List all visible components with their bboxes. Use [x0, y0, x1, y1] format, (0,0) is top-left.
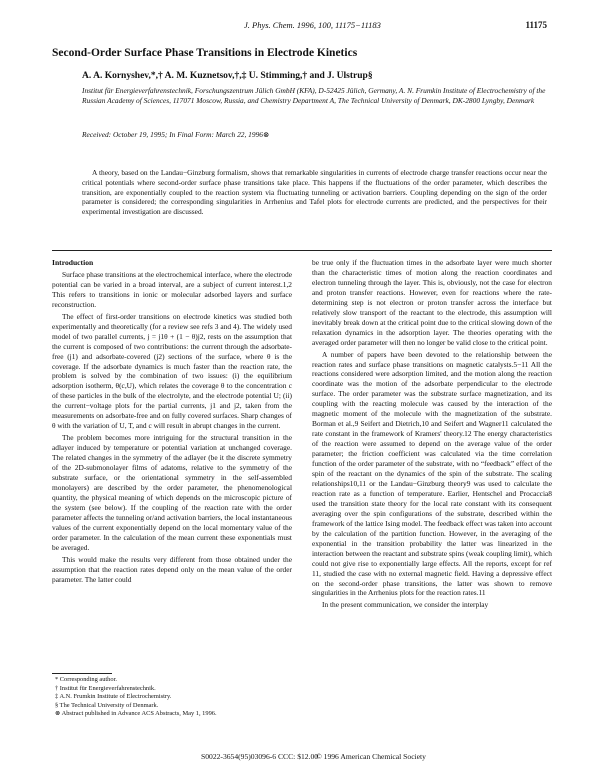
author-list: A. A. Kornyshev,*,† A. M. Kuznetsov,†,‡ U. Stimming,† and J. Ulstrup§ — [82, 71, 373, 81]
abstract: A theory, based on the Landau−Ginzburg formalism, shows that remarkable singularities in currents of electrode charge transfer reactions occur near the critical potentials where second-order surface phase transitions take place. This happens if the fluctuations of the order parameter, which describes the transition, are exponentially coupled to the reaction system via fluctuating tunneling or activation barriers. Coupling depending on the sign of the order parameter is considered; the corresponding singularities in Arrhenius and Tafel plots for electrode currents are predicted, and the perspectives for their experimental investigation are discussed. — [82, 168, 547, 217]
page-number: 11175 — [525, 20, 547, 30]
body-paragraph: The effect of first-order transitions on electrode kinetics was studied both experimentally and theoretically (for a review see refs 3 and 4). The widely used model of two parallel currents, j = j1θ + (1 − θ)j2, rests on the assumption that the current is composed of two contributions: the current through the adsorbate-free (j1) and adsorbate-covered (j2) sections of the surface, where θ is the coverage. If the adsorbate dynamics is much faster than the reaction rate, the problem is solved by the combination of two issues: (i) the equilibrium adsorption isotherm, θ(c,U), which relates the coverage θ to the concentration c of these particles in the bulk of the electrolyte, and the electrode potential U; (ii) the current−voltage plots for the partial currents, j1 and j2, taken from the measurements on adsorbate-free and on fully covered surfaces. Sharp changes of θ with the variation of U, T, and c will result in abrupt changes in the current. — [52, 311, 292, 431]
footnotes — [52, 676, 292, 719]
footnote: ‡ A.N. Frumkin Institute of Electrochemistry. — [55, 693, 172, 701]
footnote: ⊗ Abstract published in Advance ACS Abstracts, May 1, 1996. — [55, 710, 217, 718]
section-heading-introduction: Introduction — [52, 258, 94, 267]
body-paragraph: Surface phase transitions at the electrochemical interface, where the electrode potential can be varied in a broad interval, are a subject of current interest.1,2 This refers to transitions in ionic or molecular adsorbed layers and surface reconstruction. — [52, 269, 292, 309]
abstract-divider — [52, 250, 552, 251]
left-column — [52, 258, 292, 585]
body-paragraph: This would make the results very different from those obtained under the assumption that the reaction rates depend only on the mean value of the order parameter. The latter could — [52, 554, 292, 584]
article-title: Second-Order Surface Phase Transitions in Electrode Kinetics — [52, 47, 358, 59]
body-paragraph: be true only if the fluctuation times in the adsorbate layer were much shorter than the characteristic times of motion along the reaction coordinates and electron tunneling through the layer. This is, obviously, not the case for electron and proton transfer reactions. However, even for reactions where the rate-determining step is not electron or proton transfer across the interface but relatively slow transport of the reactant to the electrode, this assumption will inevitably break down at the critical point due to the critical slowing down of the relaxation dynamics in the adsorption layer. The theories operating with the averaged order parameter will then no longer be valid close to the critical point. — [312, 258, 552, 347]
footnote-divider — [52, 673, 112, 674]
footnote: * Corresponding author. — [55, 676, 117, 683]
right-column — [312, 258, 552, 610]
body-paragraph: A number of papers have been devoted to the relationship between the reaction rates and surface phase transitions on magnetic catalysts.5−11 All the reactions considered were adsorption limited, and the motion along the reaction coordinate was the motion of the adsorbate perpendicular to the electrode surface. The order parameter was the substrate surface magnetization, and its coupling with the reacting molecule was caused by the interaction of the magnetic moment of the molecule with the magnetization of the substrate. Borman et al.,9 Seifert and Dietrich,10 and Seifert and Wagner11 calculated the rate constant in the framework of Kramers' theory.12 The energy characteristics of the reaction were assumed to depend on the average value of the order parameter; the friction coefficient was calculated via the time correlation function of the order parameter of the substrate, with no “feedback” effect of the spin of the reactant on the dynamics of the spin of the substrate. The scaling relationships10,11 or the Landau−Ginzburg theory9 was used to calculate the reaction rate as a function of temperature. Earlier, Hentschel and Procaccia8 used the transition state theory for the local rate constant with its consequent averaging over the spin configurations of the substrate, described within the framework of the lattice Ising model. The feedback effect was taken into account by the calculation of the partition function. However, in the averaging of the exponential in the transition probability the latter was linearized in the interaction between the reactant and substrate spins (weak coupling limit), which could not give rise to exponentially large effects. All the reports, except for ref 11, studied the case with no external magnetic field. Having a depressive effect on the second-order phase transitions, the latter was shown to remove singularities in the Arrhenius plots for the reaction rates.11 — [312, 349, 552, 598]
body-paragraph: In the present communication, we consider the interplay — [322, 600, 489, 610]
body-paragraph: The problem becomes more intriguing for the structural transition in the adlayer induced by temperature or potential variation at unchanged coverage. The related changes in the symmetry of the adlayer (be it the discrete symmetry of the 2D-submonolayer films of adatoms, relative to the symmetry of the substrate surface, or the orientational symmetry in the self-assembled monolayers) are described by the order parameter, the phenomenological quantity, the physical meaning of which depends on the microscopic picture of the system (see below). If the coupling of the reaction rate with the order parameter affects the tunneling or/and activation barriers, the local instantaneous values of the current exponentially depend on the local momentary value of the order parameter. In the calculation of the mean current these exponentials must be averaged. — [52, 433, 292, 552]
article-code: S0022-3654(95)03096-6 CCC: $12.00 — [201, 752, 319, 761]
running-header — [0, 20, 600, 34]
footnote: § The Technical University of Denmark. — [55, 701, 159, 709]
affiliations: Institut für Energieverfahrenstechnik, Forschungszentrum Jülich GmbH (KFA), D-52425 Jülich, Germany, A. N. Frumkin Institute of Electrochemistry of the Russian Academy of Sciences, 117071 Moscow, Russia, and Chemistry Department A, The Technical University of Denmark, DK-2800 Lyngby, Denmark — [82, 86, 546, 106]
copyright-notice: © 1996 American Chemical Society — [316, 752, 426, 761]
received-dates: Received: October 19, 1995; In Final Form: March 22, 1996⊗ — [82, 130, 270, 139]
footnote: † Institut für Energieverfahrenstechnik. — [55, 684, 156, 692]
journal-citation: J. Phys. Chem. 1996, 100, 11175−11183 — [244, 20, 381, 30]
